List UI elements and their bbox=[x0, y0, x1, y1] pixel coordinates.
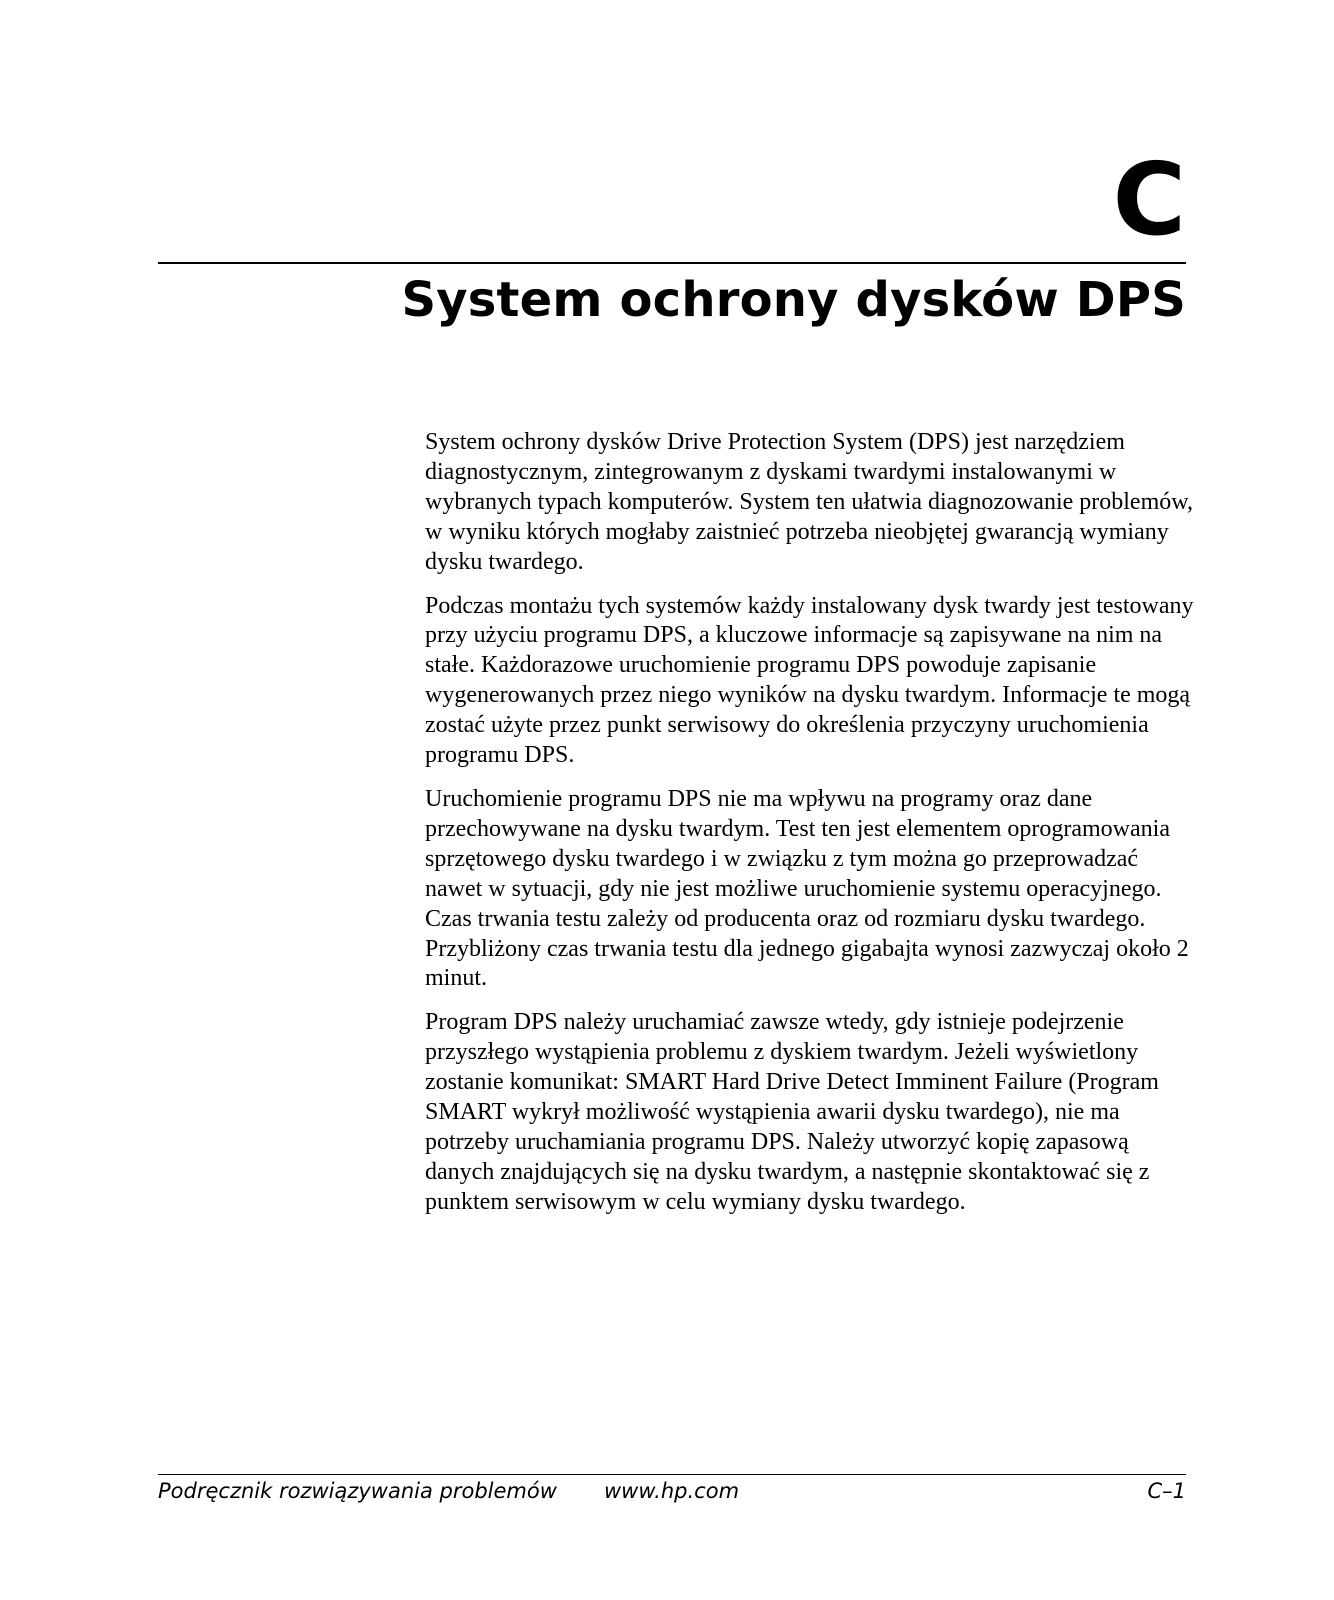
body-text bbox=[425, 428, 1195, 1232]
footer-rule bbox=[158, 1474, 1186, 1475]
paragraph-intro: System ochrony dysków Drive Protection System (DPS) jest narzędziem diagnostycznym, zintegrowanym z dyskami twardymi instalowanymi w wybranych typach komputerów. System ten ułatwia diagnozowanie problemów, w wyniku których mogłaby zaistnieć potrzeba nieobjętej gwarancją wymiany dysku twardego. bbox=[425, 429, 1194, 575]
paragraph-installation: Podczas montażu tych systemów każdy instalowany dysk twardy jest testowany przy użyciu programu DPS, a kluczowe informacje są zapisywane na nim na stałe. Każdorazowe uruchomienie programu DPS powoduje zapisanie wygenerowanych przez niego wyników na dysku twardym. Informacje te mogą zostać użyte przez punkt serwisowy do określenia przyczyny uruchomienia programu DPS. bbox=[425, 592, 1194, 769]
chapter-title: System ochrony dysków DPS bbox=[401, 272, 1186, 328]
footer-page-number: C–1 bbox=[1147, 1479, 1186, 1503]
footer-book-title: Podręcznik rozwiązywania problemów bbox=[158, 1479, 557, 1503]
chapter-letter: C bbox=[1112, 141, 1186, 258]
paragraph-when-to-run: Program DPS należy uruchamiać zawsze wtedy, gdy istnieje podejrzenie przyszłego wystąpienia problemu z dyskiem twardym. Jeżeli wyświetlony zostanie komunikat: SMART Hard Drive Detect Imminent Failure (Program SMART wykrył możliwość wystąpienia awarii dysku twardego), nie ma potrzeby uruchamiania programu DPS. Należy utworzyć kopię zapasową danych znajdujących się na dysku twardym, a następnie skontaktować się z punktem serwisowym w celu wymiany dysku twardego. bbox=[425, 1009, 1159, 1215]
footer-website: www.hp.com bbox=[604, 1479, 740, 1503]
header-rule bbox=[158, 262, 1186, 264]
paragraph-effects: Uruchomienie programu DPS nie ma wpływu na programy oraz dane przechowywane na dysku twardym. Test ten jest elementem oprogramowania sprzętowego dysku twardego i w związku z tym można go przeprowadzać nawet w sytuacji, gdy nie jest możliwe uruchomienie systemu operacyjnego. Czas trwania testu zależy od producenta oraz od rozmiaru dysku twardego. Przybliżony czas trwania testu dla jednego gigabajta wynosi zazwyczaj około 2 minut. bbox=[425, 785, 1189, 992]
